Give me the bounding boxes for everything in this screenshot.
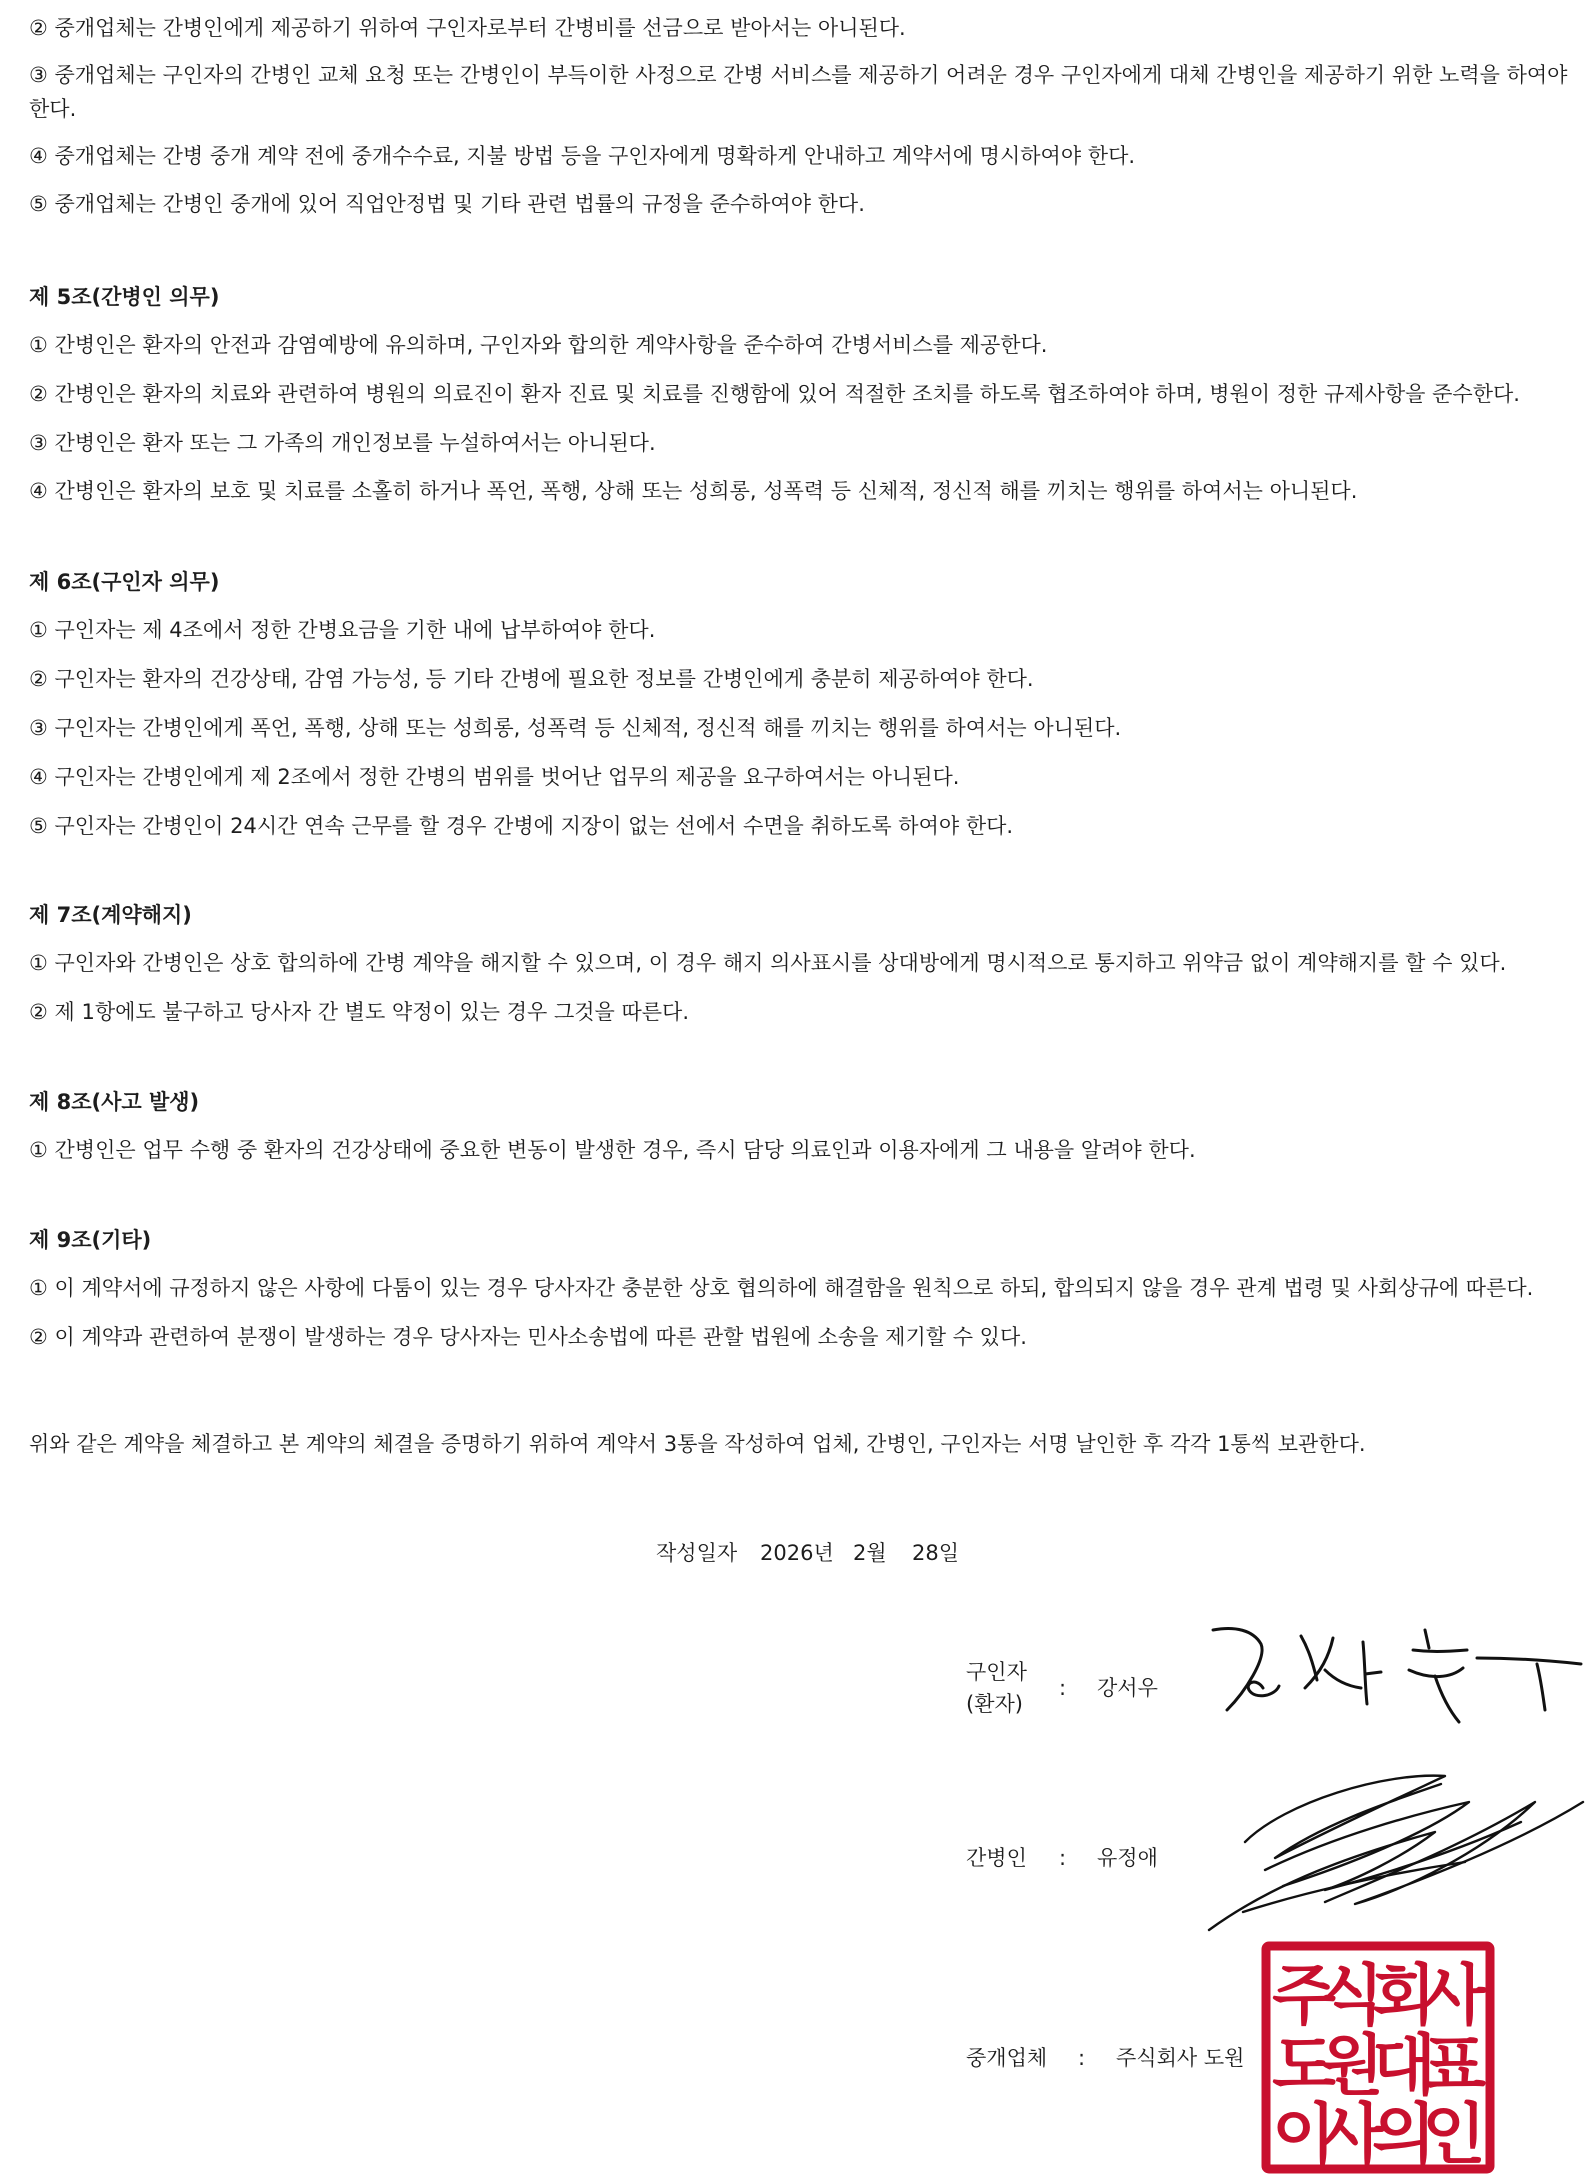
- svg-text:이: 이: [1272, 2096, 1336, 2173]
- client-signature-strokes: [1213, 1629, 1581, 1722]
- article4-item-4: ④ 중개업체는 간병 중개 계약 전에 중개수수료, 지불 방법 등을 구인자에게 명확하게 안내하고 계약서에 명시하여야 한다.: [29, 144, 1136, 168]
- article5-item-1: ① 간병인은 환자의 안전과 감염예방에 유의하며, 구인자와 합의한 계약사항을 준수하여 간병서비스를 제공한다.: [29, 333, 1048, 357]
- caregiver-name: 유정애: [1097, 1846, 1158, 1870]
- client-name: 강서우: [1097, 1676, 1158, 1700]
- svg-text:인: 인: [1422, 2096, 1486, 2173]
- article4-item-5: ⑤ 중개업체는 간병인 중개에 있어 직업안정법 및 기타 관련 법률의 규정을 준수하여야 한다.: [29, 192, 865, 216]
- date-label: 작성일자: [656, 1541, 738, 1565]
- svg-text:주: 주: [1272, 1957, 1336, 2034]
- article5-item-3: ③ 간병인은 환자 또는 그 가족의 개인정보를 누설하여서는 아니된다.: [29, 431, 656, 455]
- date-year: 2026년: [760, 1541, 834, 1565]
- agency-name: 주식회사 도원: [1116, 2046, 1245, 2070]
- svg-text:사: 사: [1422, 1957, 1486, 2034]
- caregiver-label: 간병인: [966, 1846, 1027, 1870]
- article4-item-3: ③ 중개업체는 구인자의 간병인 교체 요청 또는 간병인이 부득이한 사정으로 간병 서비스를 제공하기 어려운 경우 구인자에게 대체 간병인을 제공하기 위한 노력을 하여야 한다.: [29, 63, 1568, 121]
- article4-item-2: ② 중개업체는 간병인에게 제공하기 위하여 구인자로부터 간병비를 선금으로 받아서는 아니된다.: [29, 16, 906, 40]
- client-label-line2: (환자): [966, 1692, 1023, 1716]
- article5-title: 제 5조(간병인 의무): [29, 285, 220, 309]
- article7-item-2: ② 제 1항에도 불구하고 당사자 간 별도 약정이 있는 경우 그것을 따른다.: [29, 1000, 690, 1024]
- svg-text:식: 식: [1320, 1957, 1384, 2034]
- article5-item-2: ② 간병인은 환자의 치료와 관련하여 병원의 의료진이 환자 진료 및 치료를 진행함에 있어 적절한 조치를 하도록 협조하여야 하며, 병원이 정한 규제사항을 준수한다.: [29, 382, 1520, 406]
- svg-text:대: 대: [1372, 2027, 1436, 2104]
- svg-text:사: 사: [1320, 2096, 1384, 2173]
- article6-item-4: ④ 구인자는 간병인에게 제 2조에서 정한 간병의 범위를 벗어난 업무의 제공을 요구하여서는 아니된다.: [29, 765, 960, 789]
- date-month: 2월: [853, 1541, 887, 1565]
- agency-colon: :: [1078, 2046, 1086, 2070]
- article6-title: 제 6조(구인자 의무): [29, 570, 220, 594]
- article5-item-4: ④ 간병인은 환자의 보호 및 치료를 소홀히 하거나 폭언, 폭행, 상해 또는 성희롱, 성폭력 등 신체적, 정신적 해를 끼치는 행위를 하여서는 아니된다.: [29, 479, 1358, 503]
- article6-item-5: ⑤ 구인자는 간병인이 24시간 연속 근무를 할 경우 간병에 지장이 없는 선에서 수면을 취하도록 하여야 한다.: [29, 814, 1014, 838]
- article7-item-1: ① 구인자와 간병인은 상호 합의하에 간병 계약을 해지할 수 있으며, 이 경우 해지 의사표시를 상대방에게 명시적으로 통지하고 위약금 없이 계약해지를 할 수 있다.: [29, 951, 1507, 975]
- caregiver-signature-strokes: [1209, 1776, 1583, 1930]
- svg-text:의: 의: [1372, 2096, 1436, 2173]
- client-colon: :: [1059, 1676, 1067, 1700]
- article6-item-2: ② 구인자는 환자의 건강상태, 감염 가능성, 등 기타 간병에 필요한 정보를 간병인에게 충분히 제공하여야 한다.: [29, 667, 1034, 691]
- article6-item-3: ③ 구인자는 간병인에게 폭언, 폭행, 상해 또는 성희롱, 성폭력 등 신체적, 정신적 해를 끼치는 행위를 하여서는 아니된다.: [29, 716, 1122, 740]
- client-label-line1: 구인자: [966, 1660, 1027, 1684]
- company-seal-image: [1262, 1942, 1494, 2173]
- date-day: 28일: [912, 1541, 960, 1565]
- article8-item-1: ① 간병인은 업무 수행 중 환자의 건강상태에 중요한 변동이 발생한 경우, 즉시 담당 의료인과 이용자에게 그 내용을 알려야 한다.: [29, 1138, 1196, 1162]
- caregiver-colon: :: [1059, 1846, 1067, 1870]
- closing-statement: 위와 같은 계약을 체결하고 본 계약의 체결을 증명하기 위하여 계약서 3통을 작성하여 업체, 간병인, 구인자는 서명 날인한 후 각각 1통씩 보관한다.: [29, 1432, 1366, 1456]
- article9-item-1: ① 이 계약서에 규정하지 않은 사항에 다툼이 있는 경우 당사자간 충분한 상호 협의하에 해결함을 원칙으로 하되, 합의되지 않을 경우 관계 법령 및 사회상규에 따른다.: [29, 1276, 1534, 1300]
- article9-item-2: ② 이 계약과 관련하여 분쟁이 발생하는 경우 당사자는 민사소송법에 따른 관할 법원에 소송을 제기할 수 있다.: [29, 1325, 1027, 1349]
- article6-item-1: ① 구인자는 제 4조에서 정한 간병요금을 기한 내에 납부하여야 한다.: [29, 618, 656, 642]
- svg-text:원: 원: [1320, 2027, 1384, 2104]
- agency-label: 중개업체: [966, 2046, 1048, 2070]
- article7-title: 제 7조(계약해지): [29, 903, 192, 927]
- article9-title: 제 9조(기타): [29, 1228, 152, 1252]
- caregiver-signature-image: [1205, 1762, 1585, 1932]
- article8-title: 제 8조(사고 발생): [29, 1090, 200, 1114]
- seal-mark: [1266, 1946, 1490, 2173]
- svg-text:표: 표: [1422, 2027, 1486, 2104]
- client-signature-image: [1205, 1610, 1585, 1750]
- svg-text:도: 도: [1272, 2027, 1336, 2104]
- svg-text:회: 회: [1372, 1957, 1436, 2034]
